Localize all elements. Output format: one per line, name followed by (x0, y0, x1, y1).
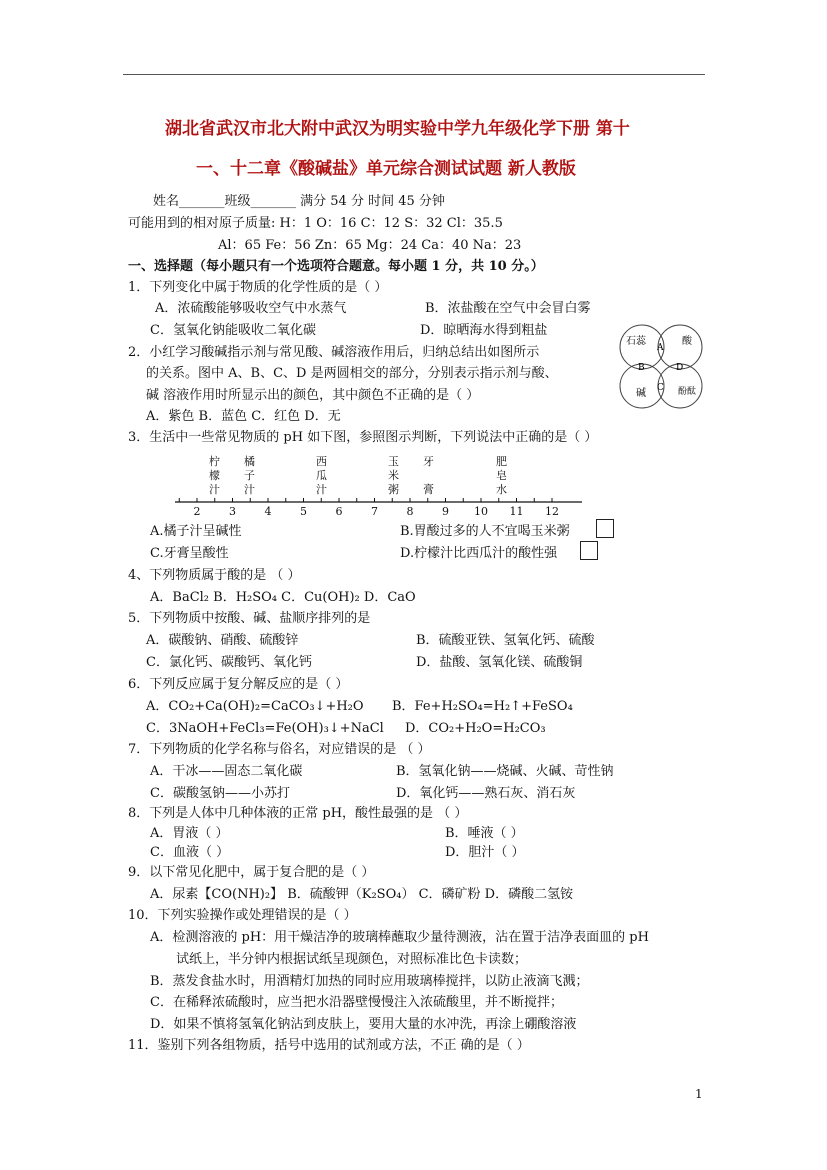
ph-tick-label: 2 (193, 505, 201, 518)
q1-option-d: D．晾晒海水得到粗盐 (420, 323, 548, 338)
ph-tick-label: 12 (545, 505, 559, 518)
ph-tick-label: 11 (509, 505, 524, 518)
q8-option-a: A．胃液（ ） (150, 826, 229, 841)
atomic-mass-line-1: 可能用到的相对原子质量: H：1 O：16 C：12 S：32 Cl：35.5 (128, 216, 503, 231)
ph-tick-label: 4 (264, 505, 272, 518)
q6-option-c: C．3NaOH+FeCl₃=Fe(OH)₃↓+NaCl (146, 721, 384, 736)
q1-option-a: A．浓硫酸能够吸收空气中水蒸气 (155, 301, 347, 316)
ph-label-corn-porridge: 玉米粥 (388, 455, 399, 496)
q4-options: A．BaCl₂ B．H₂SO₄ C．Cu(OH)₂ D．CaO (150, 590, 416, 605)
q10-option-a-line-1: A．检测溶液的 pH：用干燥洁净的玻璃棒蘸取少量待测液，沾在置于洁净表面皿的 pH (150, 930, 649, 945)
info-line: 姓名_______班级_______ 满分 54 分 时间 45 分钟 (153, 194, 445, 209)
q10-option-b: B．蒸发食盐水时，用酒精灯加热的同时应用玻璃棒搅拌，以防止液滴飞溅； (150, 974, 589, 989)
question-8: 8．下列是人体中几种体液的正常 pH，酸性最强的是 （ ） (128, 806, 468, 821)
question-2-line-1: 2．小红学习酸碱指示剂与常见酸、碱溶液作用后，归纳总结出如图所示 (128, 345, 540, 360)
section-heading: 一、选择题（每小题只有一个选项符合题意。每小题 1 分，共 10 分。） (128, 259, 544, 274)
q8-option-c: C．血液（ ） (150, 845, 230, 860)
ph-tick-label: 3 (229, 505, 236, 518)
ph-tick-label: 6 (335, 505, 343, 518)
question-7: 7．下列物质的化学名称与俗名，对应错误的是 （ ） (128, 742, 431, 757)
q5-option-b: B．硫酸亚铁、氢氧化钙、硫酸 (416, 633, 595, 648)
ph-label-orange: 橘子汁 (244, 455, 255, 496)
ph-tick-label: 9 (442, 505, 449, 518)
q9-options: A．尿素【CO(NH)₂】 B．硫酸钾（K₂SO₄） C．磷矿粉 D．磷酸二氢铵 (150, 887, 574, 902)
question-5: 5．下列物质中按酸、碱、盐顺序排列的是 (128, 611, 371, 626)
q8-option-b: B．唾液（ ） (445, 826, 524, 841)
answer-box (580, 541, 598, 560)
q6-option-a: A．CO₂+Ca(OH)₂=CaCO₃↓+H₂O (146, 699, 364, 714)
question-3: 3．生活中一些常见物质的 pH 如下图，参照图示判断，下列说法中正确的是（ ） (128, 430, 598, 445)
question-11: 11．鉴别下列各组物质，括号中选用的试剂或方法，不正 确的是（ ） (128, 1038, 530, 1053)
q7-option-d: D．氧化钙——熟石灰、消石灰 (396, 786, 576, 801)
q7-option-c: C．碳酸氢钠——小苏打 (150, 786, 290, 801)
question-2-line-3: 碱 溶液作用时所显示出的颜色，其中颜色不正确的是（ ） (146, 388, 480, 403)
q5-option-d: D．盐酸、氢氧化镁、硫酸铜 (416, 655, 583, 670)
venn-label-b: B (638, 363, 645, 373)
q3-option-c: C.牙膏呈酸性 (150, 546, 229, 561)
ph-tick-label: 10 (474, 505, 488, 518)
q10-option-a-line-2: 试纸上，半分钟内根据试纸呈现颜色，对照标准比色卡读数； (176, 952, 528, 967)
q5-option-c: C．氯化钙、碳酸钙、氧化钙 (146, 655, 312, 670)
q6-option-d: D．CO₂+H₂O=H₂CO₃ (405, 721, 546, 736)
title-line-2: 一、十二章《酸碱盐》单元综合测试试题 新人教版 (196, 159, 576, 179)
ph-label-toothpaste: 牙膏 (423, 455, 434, 496)
page-number: 1 (695, 1087, 703, 1101)
q3-option-a: A.橘子汁呈碱性 (150, 524, 242, 539)
venn-label-c: C (657, 383, 664, 393)
answer-box (596, 519, 614, 538)
ph-label-watermelon: 西瓜汁 (316, 455, 327, 496)
q5-option-a: A．碳酸钠、硝酸、硫酸锌 (146, 633, 299, 648)
ph-scale-diagram (170, 452, 590, 518)
question-10: 10．下列实验操作或处理错误的是（ ） (128, 908, 357, 923)
header-rule (123, 74, 705, 75)
ph-tick-label: 8 (406, 505, 414, 518)
q2-options: A．紫色 B．蓝色 C．红色 D．无 (146, 409, 341, 424)
venn-label-base: 碱 (636, 388, 646, 399)
title-line-1: 湖北省武汉市北大附中武汉为明实验中学九年级化学下册 第十 (165, 119, 630, 139)
question-9: 9．以下常见化肥中，属于复合肥的是（ ） (128, 865, 375, 880)
atomic-mass-line-2: Al：65 Fe：56 Zn：65 Mg：24 Ca：40 Na：23 (218, 238, 522, 253)
question-4: 4、下列物质属于酸的是 （ ） (128, 568, 301, 583)
ph-tick-label: 5 (300, 505, 307, 518)
question-1: 1．下列变化中属于物质的化学性质的是（ ） (128, 280, 388, 295)
q10-option-c: C．在稀释浓硫酸时，应当把水沿器壁慢慢注入浓硫酸里，并不断搅拌； (150, 995, 563, 1010)
q7-option-b: B．氢氧化钠——烧碱、火碱、苛性钠 (396, 764, 614, 779)
venn-label-acid: 酸 (682, 336, 692, 347)
venn-label-a: A (657, 343, 664, 353)
q3-option-d: D.柠檬汁比西瓜汁的酸性强 (400, 546, 558, 561)
q3-option-b: B.胃酸过多的人不宜喝玉米粥 (400, 524, 570, 539)
q1-option-b: B．浓盐酸在空气中会冒白雾 (425, 301, 591, 316)
venn-label-litmus: 石蕊 (626, 336, 646, 347)
q6-option-b: B．Fe+H₂SO₄=H₂↑+FeSO₄ (392, 699, 573, 714)
venn-label-d: D (676, 363, 684, 373)
q10-option-d: D．如果不慎将氢氧化钠沾到皮肤上，要用大量的水冲洗，再涂上硼酸溶液 (150, 1017, 577, 1032)
q8-option-d: D．胆汁（ ） (445, 845, 525, 860)
question-2-line-2: 的关系。图中 A、B、C、D 是两圆相交的部分，分别表示指示剂与酸、 (146, 366, 558, 381)
ph-label-soap-water: 肥皂水 (496, 455, 507, 496)
venn-label-phenolphthalein: 酚酞 (678, 387, 697, 397)
q1-option-c: C．氢氧化钠能吸收二氧化碳 (150, 323, 316, 338)
q7-option-a: A．干冰——固态二氧化碳 (150, 764, 303, 779)
ph-tick-label: 7 (371, 505, 378, 518)
venn-diagram (608, 316, 718, 416)
ph-label-lemon: 柠檬汁 (209, 455, 220, 496)
question-6: 6．下列反应属于复分解反应的是（ ） (128, 677, 349, 692)
